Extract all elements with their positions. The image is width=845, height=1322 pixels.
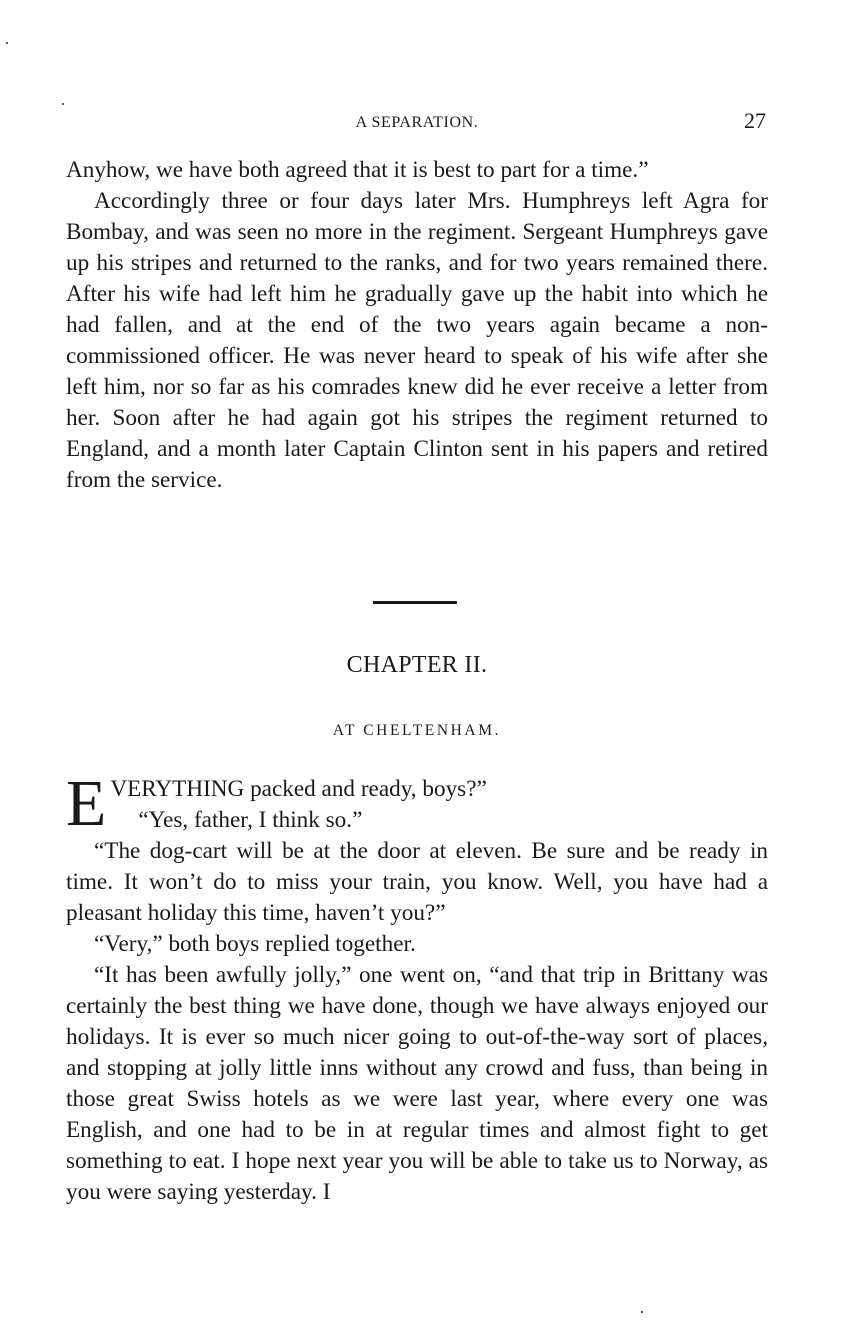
page-number: 27 [744,108,766,133]
paragraph: “It has been awfully jolly,” one went on, “and that trip in Brittany was certainly the best thing we have done, though we have always enjoyed our holidays. It is ever so much nicer going to out-of-the-way sort of places, and stopping at jolly little inns without any crowd and fuss, than being in those great Swiss hotels as we were last year, where every one was English, and one had to be in at regular times and almost fight to get something to eat. I hope next year you will be able to take us to Norway, as you were saying yesterday. I [66,962,768,1205]
section-separation-text [66,155,768,496]
paragraph: “Very,” both boys replied together. [94,931,416,957]
paragraph: “Yes, father, I think so.” [138,807,363,833]
chapter-subtitle: AT CHELTENHAM. [332,722,502,739]
opening-line: VERYTHING packed and ready, boys?” [110,776,487,802]
section-divider-rule [373,601,457,604]
running-head [66,108,768,136]
paragraph: Anyhow, we have both agreed that it is best to part for a time.” [66,157,649,183]
paragraph: Accordingly three or four days later Mrs. Humphreys left Agra for Bombay, and was seen no more in the regiment. Sergeant Humphreys gave up his stripes and returned to the ranks, and for two years remained there. After his wife had left him he gradually gave up the habit into which he had fallen, and at the end of the two years again became a non-commissioned officer. He was never heard to speak of his wife after she left him, nor so far as his comrades knew did he ever receive a letter from her. Soon after he had again got his stripes the regiment returned to England, and a month later Captain Clinton sent in his papers and retired from the service. [66,188,768,493]
drop-cap: E [66,767,107,840]
speck [6,42,8,44]
speck [641,1311,643,1313]
paragraph: “The dog-cart will be at the door at eleven. Be sure and be ready in time. It won’t do to miss your train, you know. Well, you have had a pleasant holiday this time, haven’t you?” [66,838,768,926]
chapter-body-text [66,767,768,1208]
chapter-title: CHAPTER II. [346,652,488,678]
speck [62,103,64,105]
running-title: A SEPARATION. [355,114,479,131]
